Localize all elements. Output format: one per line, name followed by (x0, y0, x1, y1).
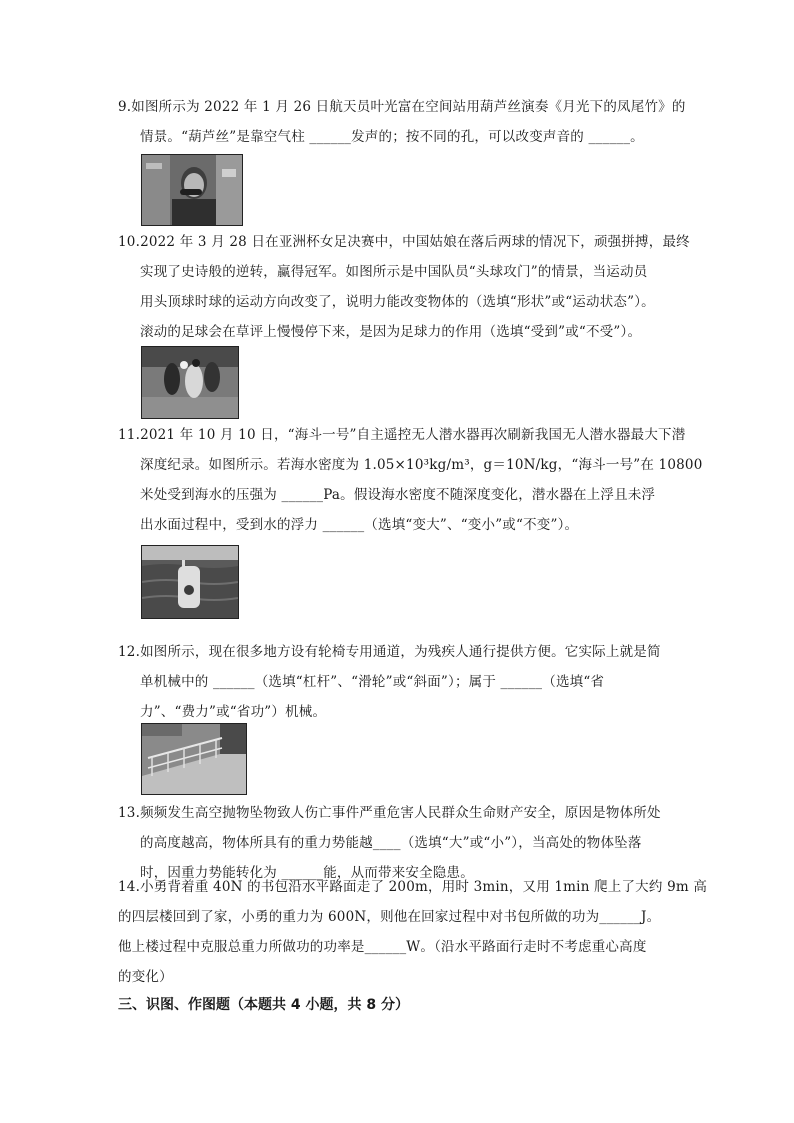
question-10-line-3: 用头顶球时球的运动方向改变了，说明力能改变物体的（选填“形状”或“运动状态”）。 (140, 294, 655, 310)
football-header-photo (141, 346, 239, 419)
question-14-line-2: 的四层楼回到了家，小勇的重力为 600N，则他在回家过程中对书包所做的功为______J。 (118, 909, 661, 925)
submersible-photo (141, 545, 239, 619)
question-12 (118, 637, 680, 727)
question-11-line-4: 出水面过程中，受到水的浮力 ______（选填“变大”、“变小”或“不变”）。 (140, 517, 579, 533)
question-10-line-2: 实现了史诗般的逆转，赢得冠军。如图所示是中国队员“头球攻门”的情景，当运动员 (140, 264, 648, 280)
question-11 (118, 420, 703, 540)
astronaut-hulusi-photo (141, 154, 243, 226)
question-12-line-3: 力”、“费力”或“省功”）机械。 (140, 704, 327, 720)
question-10 (118, 227, 690, 347)
question-13-line-1: 13.频频发生高空抛物坠物致人伤亡事件严重危害人民群众生命财产安全，原因是物体所处 (118, 805, 661, 821)
question-11-line-1: 11.2021 年 10 月 10 日，“海斗一号”自主遥控无人潜水器再次刷新我国无人潜水器最大下潜 (118, 427, 686, 443)
question-14-line-3: 他上楼过程中克服总重力所做功的功率是______W。（沿水平路面行走时不考虑重心高度 (118, 939, 647, 955)
question-9 (118, 92, 686, 152)
question-10-line-4: 滚动的足球会在草评上慢慢停下来，是因为足球力的作用（选填“受到”或“不受”）。 (140, 324, 642, 340)
question-10-line-1: 10.2022 年 3 月 28 日在亚洲杯女足决赛中，中国姑娘在落后两球的情况下，顽强拼搏，最终 (118, 234, 690, 250)
question-13-line-3: 时，因重力势能转化为 ______能，从而带来安全隐患。 (140, 865, 474, 881)
question-11-line-3: 米处受到海水的压强为 ______Pa。假设海水密度不随深度变化，潜水器在上浮且未浮 (140, 487, 656, 503)
question-13-line-2: 的高度越高，物体所具有的重力势能越____（选填“大”或“小”），当高处的物体坠落 (140, 835, 642, 851)
question-11-line-2: 深度纪录。如图所示。若海水密度为 1.05×10³kg/m³，g＝10N/kg，“海斗一号”在 10800 (140, 457, 703, 473)
wheelchair-ramp-photo (141, 723, 247, 795)
question-9-line-1: 9.如图所示为 2022 年 1 月 26 日航天员叶光富在空间站用葫芦丝演奏《月光下的凤尾竹》的 (118, 99, 686, 115)
question-12-line-1: 12.如图所示，现在很多地方设有轮椅专用通道，为残疾人通行提供方便。它实际上就是简 (118, 644, 661, 660)
question-12-line-2: 单机械中的 ______（选填“杠杆”、“滑轮”或“斜面”）；属于 ______（选填“省 (140, 674, 605, 690)
section-title: 三、识图、作图题（本题共 4 小题，共 8 分） (118, 997, 409, 1013)
question-14 (118, 872, 708, 992)
question-9-line-2: 情景。“葫芦丝”是靠空气柱 ______发声的；按不同的孔，可以改变声音的 ______。 (140, 129, 644, 145)
question-14-line-4: 的变化） (118, 969, 173, 985)
question-14-line-1: 14.小勇背着重 40N 的书包沿水平路面走了 200m，用时 3min，又用 1min 爬上了大约 9m 高 (118, 879, 708, 895)
